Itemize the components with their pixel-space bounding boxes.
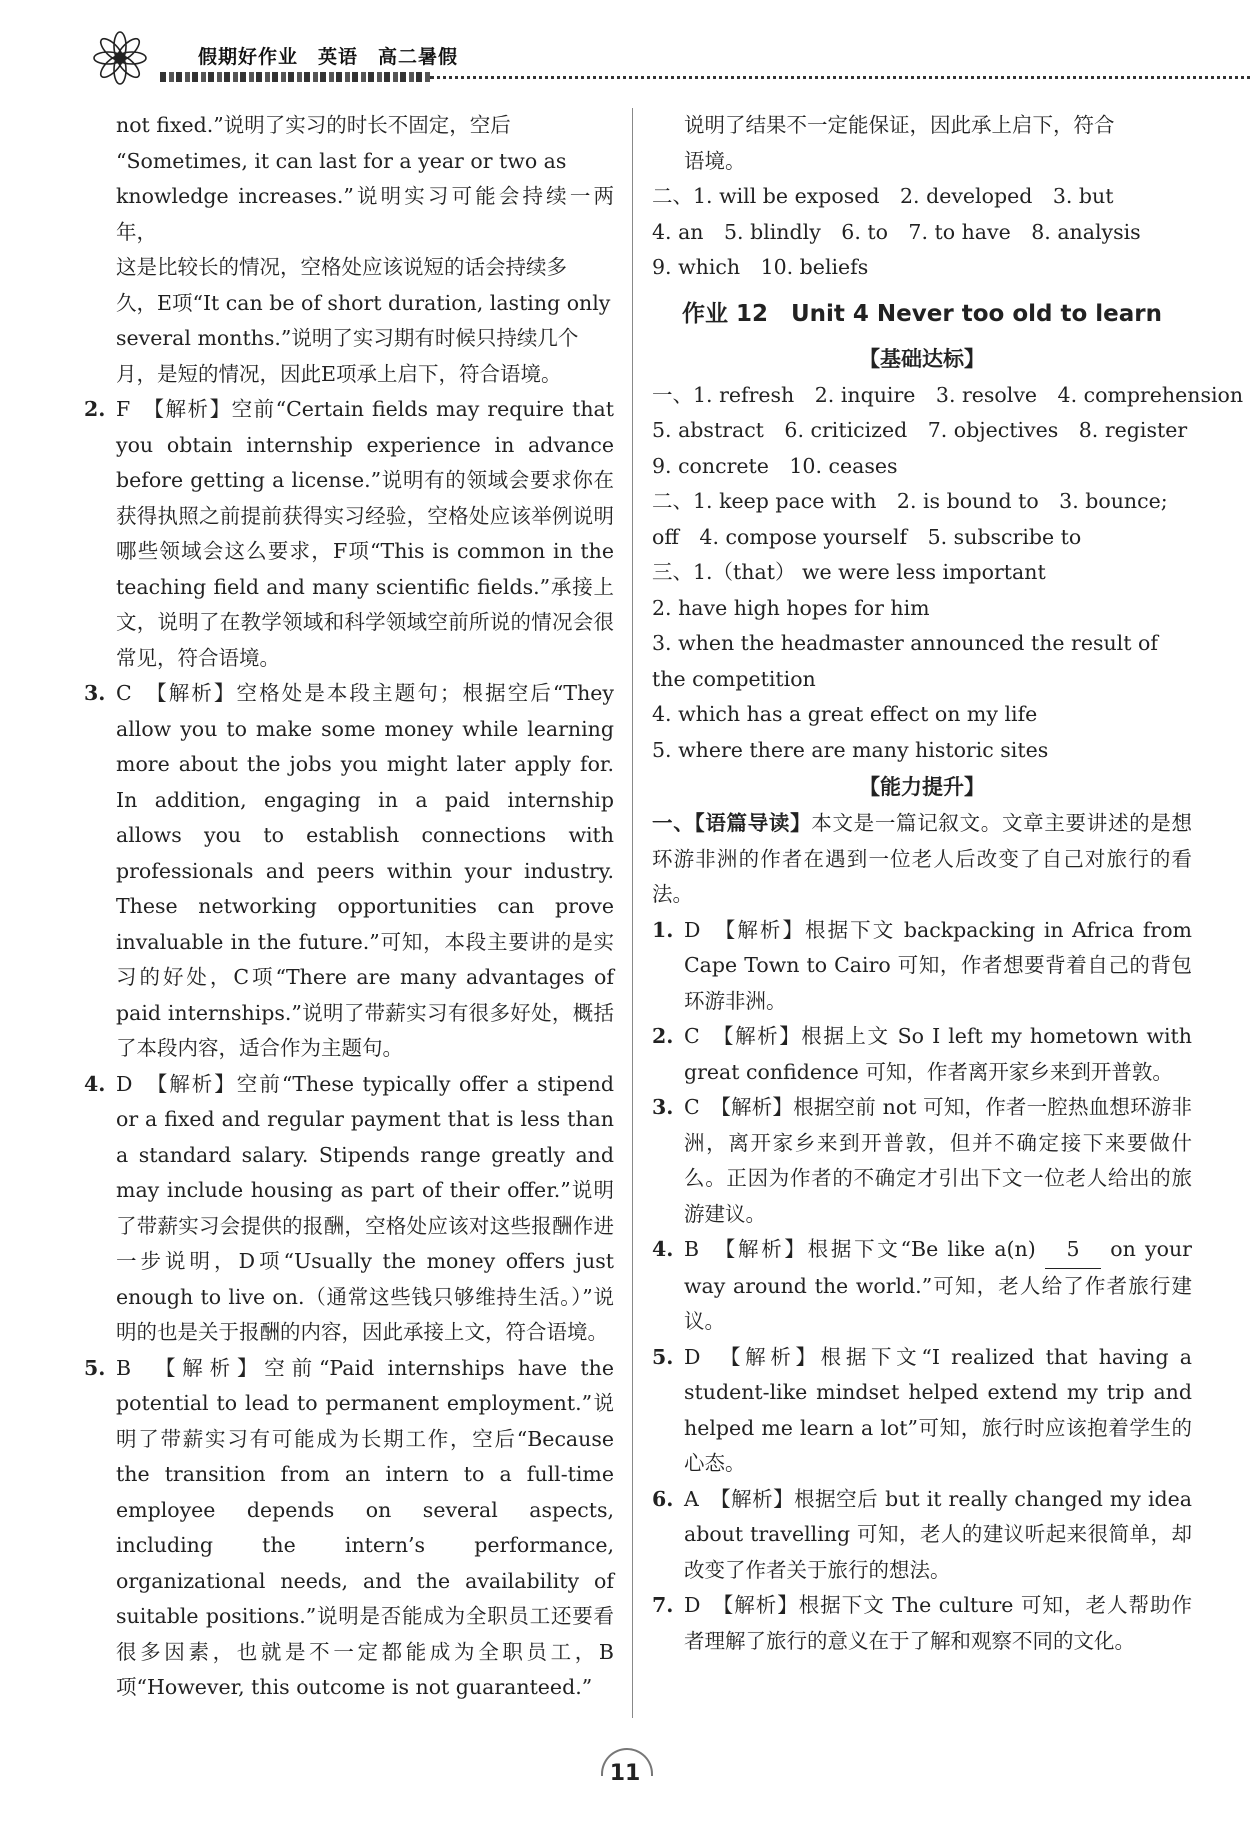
item-text: C 【解析】根据空前 not 可知，作者一腔热血想环游非洲，离开家乡来到开普敦，但并不确定接下来要做什么。正因为作者的不确定才引出下文一位老人给出的旅游建议。	[684, 1095, 1192, 1226]
ability-section-title: 【能力提升】	[859, 775, 985, 799]
page-number: 11	[591, 1752, 659, 1796]
item-number: 1.	[652, 917, 674, 942]
header-title: 假期好作业 英语 高二暑假	[198, 46, 459, 68]
item-text: C 【解析】根据上文 So I left my hometown with great confidence 可知，作者离开家乡来到开普敦。	[684, 1024, 1192, 1084]
answer-line: 4. an 5. blindly 6. to 7. to have 8. analysis	[652, 219, 1141, 244]
answer-item	[84, 676, 614, 1067]
answer-item	[652, 1482, 1192, 1589]
guide-text: 本文是一篇记叙文。文章主要讲述的是想环游非洲的作者在遇到一位老人后改变了自己对旅行的看法。	[652, 811, 1193, 906]
answer-line: 二、1. keep pace with 2. is bound to 3. bounce;	[652, 489, 1168, 513]
answer-item	[84, 1351, 614, 1706]
item-text: C 【解析】空格处是本段主题句；根据空后“They allow you to make some money while learning more about the jobs you might later apply for. In addition, engaging in a paid internship allows you to establish connections with professionals and peers within your industry. These networking opportunities can prove invaluable in the future.”可知，本段主要讲的是实习的好处，C项“There are many advantages of paid internships.”说明了带薪实习有很多好处，概括了本段内容，适合作为主题句。	[116, 681, 614, 1060]
text-line: 这是比较长的情况，空格处应该说短的话会持续多	[116, 255, 567, 279]
blank-number: 5	[1045, 1232, 1101, 1269]
text-line: not fixed.”说明了实习的时长不固定，空后	[116, 113, 511, 137]
answer-line: 9. concrete 10. ceases	[652, 453, 898, 478]
text-line: several months.”说明了实习期有时候只持续几个	[116, 326, 579, 350]
answer-line: 4. which has a great effect on my life	[652, 702, 1038, 726]
text-line: knowledge increases.”说明实习可能会持续一两年，	[116, 184, 614, 244]
answer-line: 9. which 10. beliefs	[652, 255, 869, 279]
text-line: 说明了结果不一定能保证，因此承上启下，符合	[684, 113, 1115, 137]
answer-item	[652, 1588, 1192, 1659]
item-number: 2.	[652, 1024, 674, 1048]
item-number: 3.	[652, 1095, 674, 1119]
answer-line: 5. where there are many historic sites	[652, 737, 1049, 762]
item-number: 4.	[84, 1071, 106, 1096]
answer-line: 3. when the headmaster announced the result of	[652, 631, 1158, 655]
answer-item	[652, 1232, 1192, 1340]
left-column	[84, 108, 614, 1706]
page-header	[80, 28, 1180, 88]
item-text: B 【解析】根据下文“Be like a(n)	[684, 1237, 1036, 1261]
text-line: “Sometimes, it can last for a year or two as	[116, 148, 567, 173]
item-number: 5.	[652, 1344, 674, 1369]
item-text: D 【解析】根据下文 backpacking in Africa from Cape Town to Cairo 可知，作者想要背着自己的背包环游非洲。	[684, 917, 1192, 1013]
item-number: 7.	[652, 1593, 674, 1617]
continued-answer	[652, 108, 1192, 179]
item-text: F 【解析】空前“Certain fields may require that you obtain internship experience in advance before getting a license.”说明有的领域会要求你在获得执照之前提前获得实习经验，空格处应该举例说明哪些领域会这么要求，F项“This is common in the teaching field and many scientific fields.”承接上文，说明了在教学领域和科学领域空前所说的情况会很常见，符合语境。	[116, 397, 614, 670]
answer-item	[652, 1090, 1192, 1232]
answer-line: 二、1. will be exposed 2. developed 3. but	[652, 184, 1114, 208]
item-text: D 【解析】空前“These typically offer a stipend or a fixed and regular payment that is less than a standard salary. Stipends range greatly and may include housing as part of their offer.”说明了带薪实习会提供的报酬，空格处应该对这些报酬作进一步说明，D项“Usually the money offers just enough to live on.（通常这些钱只够维持生活。）”说明的也是关于报酬的内容，因此承接上文，符合语境。	[116, 1071, 614, 1344]
item-number: 6.	[652, 1486, 674, 1511]
reading-guide	[652, 806, 1192, 913]
text-line: 久，E项“It can be of short duration, lasting only	[116, 290, 611, 315]
right-column	[652, 108, 1244, 1659]
answer-line: 三、1.（that） we were less important	[652, 560, 1046, 584]
answer-item	[84, 392, 614, 676]
answer-line: 2. have high hopes for him	[652, 595, 930, 620]
item-text: B 【解析】空前“Paid internships have the potential to lead to permanent employment.”说明了带薪实习有可能成为长期工作，空后“Because the transition from an intern to a full-time employee depends on several aspects, including the intern’s performance, organizational needs, and the availability of suitable positions.”说明是否能成为全职员工还要看很多因素，也就是不一定都能成为全职员工，B项“However, this outcome is not guaranteed.”	[116, 1355, 614, 1699]
text-line: 月，是短的情况，因此E项承上启下，符合语境。	[116, 361, 562, 386]
answer-item	[652, 1019, 1192, 1090]
answer-item	[652, 1340, 1192, 1482]
guide-label: 一、【语篇导读】	[652, 811, 812, 835]
header-decorative-bar	[160, 72, 430, 82]
item-text: D 【解析】根据下文“I realized that having a student-like mindset helped extend my trip and helped me learn a lot”可知，旅行时应该抱着学生的心态。	[684, 1344, 1192, 1475]
answer-line: the competition	[652, 666, 816, 691]
item-text: D 【解析】根据下文 The culture 可知，老人帮助作者理解了旅行的意义在于了解和观察不同的文化。	[684, 1593, 1192, 1653]
basic-section-title: 【基础达标】	[859, 346, 985, 371]
answer-item	[84, 1067, 614, 1351]
item-number: 5.	[84, 1355, 106, 1380]
column-divider	[632, 108, 633, 1718]
item-text: A 【解析】根据空后 but it really changed my idea about travelling 可知，老人的建议听起来很简单，却改变了作者关于旅行的想法。	[684, 1486, 1192, 1582]
answer-line: 5. abstract 6. criticized 7. objectives 8. register	[652, 418, 1188, 442]
text-line: 语境。	[684, 148, 746, 173]
answer-line: off 4. compose yourself 5. subscribe to	[652, 524, 1082, 549]
unit-title: 作业 12 Unit 4 Never too old to learn	[681, 300, 1163, 327]
item-number: 3.	[84, 681, 106, 705]
continued-answer	[84, 108, 614, 392]
flower-icon	[80, 28, 160, 88]
item-number: 2.	[84, 397, 106, 421]
item-number: 4.	[652, 1237, 674, 1261]
answer-item	[652, 913, 1192, 1020]
header-dotted-rule	[430, 76, 1250, 79]
answer-line: 一、1. refresh 2. inquire 3. resolve 4. comprehension	[652, 382, 1244, 407]
item-text: on your way around the world.”可知，老人给了作者旅行建议。	[684, 1237, 1192, 1333]
